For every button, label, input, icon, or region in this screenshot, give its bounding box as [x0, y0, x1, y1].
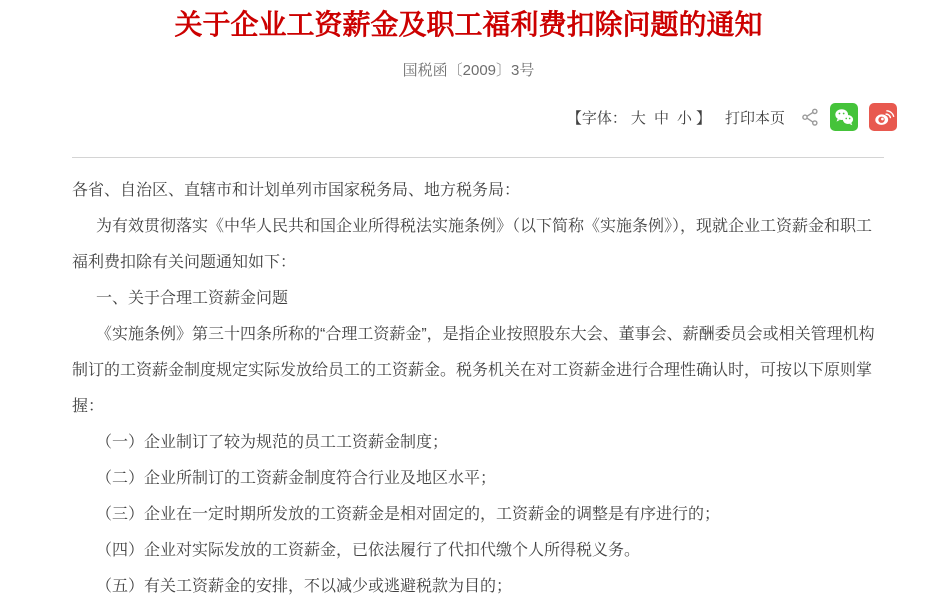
paragraph-intro: 为有效贯彻落实《中华人民共和国企业所得税法实施条例》（以下简称《实施条例》），现就企业工资薪金和职工福利费扣除有关问题通知如下： [72, 218, 873, 271]
paragraph-item-2: （二）企业所制订的工资薪金制度符合行业及地区水平； [96, 470, 497, 487]
font-size-medium-button[interactable]: 中 [653, 109, 669, 127]
divider [72, 157, 884, 158]
print-page-button[interactable]: 打印本页 [724, 109, 785, 127]
document-body [72, 173, 886, 599]
paragraph-item-4: （四）企业对实际发放的工资薪金，已依法履行了代扣代缴个人所得税义务。 [96, 542, 641, 559]
paragraph-definition: 《实施条例》第三十四条所称的“合理工资薪金”，是指企业按照股东大会、董事会、薪酬委员会或相关管理机构制订的工资薪金制度规定实际发放给员工的工资薪金。税务机关在对工资薪金进行合理性确认时，可按以下原则掌握： [72, 326, 875, 415]
toolbar [72, 103, 897, 131]
paragraph-item-1: （一）企业制订了较为规范的员工工资薪金制度； [96, 434, 449, 451]
document-number: 国税函〔2009〕3号 [402, 62, 535, 79]
wechat-icon[interactable] [830, 103, 858, 131]
share-icon[interactable] [801, 108, 819, 126]
paragraph-item-5: （五）有关工资薪金的安排，不以减少或逃避税款为目的； [96, 578, 513, 595]
page-title: 关于企业工资薪金及职工福利费扣除问题的通知 [174, 9, 763, 40]
font-size-large-button[interactable]: 大 [630, 109, 646, 127]
font-size-label-open: 【字体： [566, 109, 627, 127]
font-size-small-button[interactable]: 小 [676, 109, 692, 127]
paragraph-section-1: 一、关于合理工资薪金问题 [96, 290, 289, 307]
weibo-icon[interactable] [869, 103, 897, 131]
paragraph-item-3: （三）企业在一定时期所发放的工资薪金是相对固定的，工资薪金的调整是有序进行的； [96, 506, 721, 523]
paragraph-salutation: 各省、自治区、直辖市和计划单列市国家税务局、地方税务局： [72, 182, 521, 199]
font-size-label-close: 】 [695, 109, 711, 127]
